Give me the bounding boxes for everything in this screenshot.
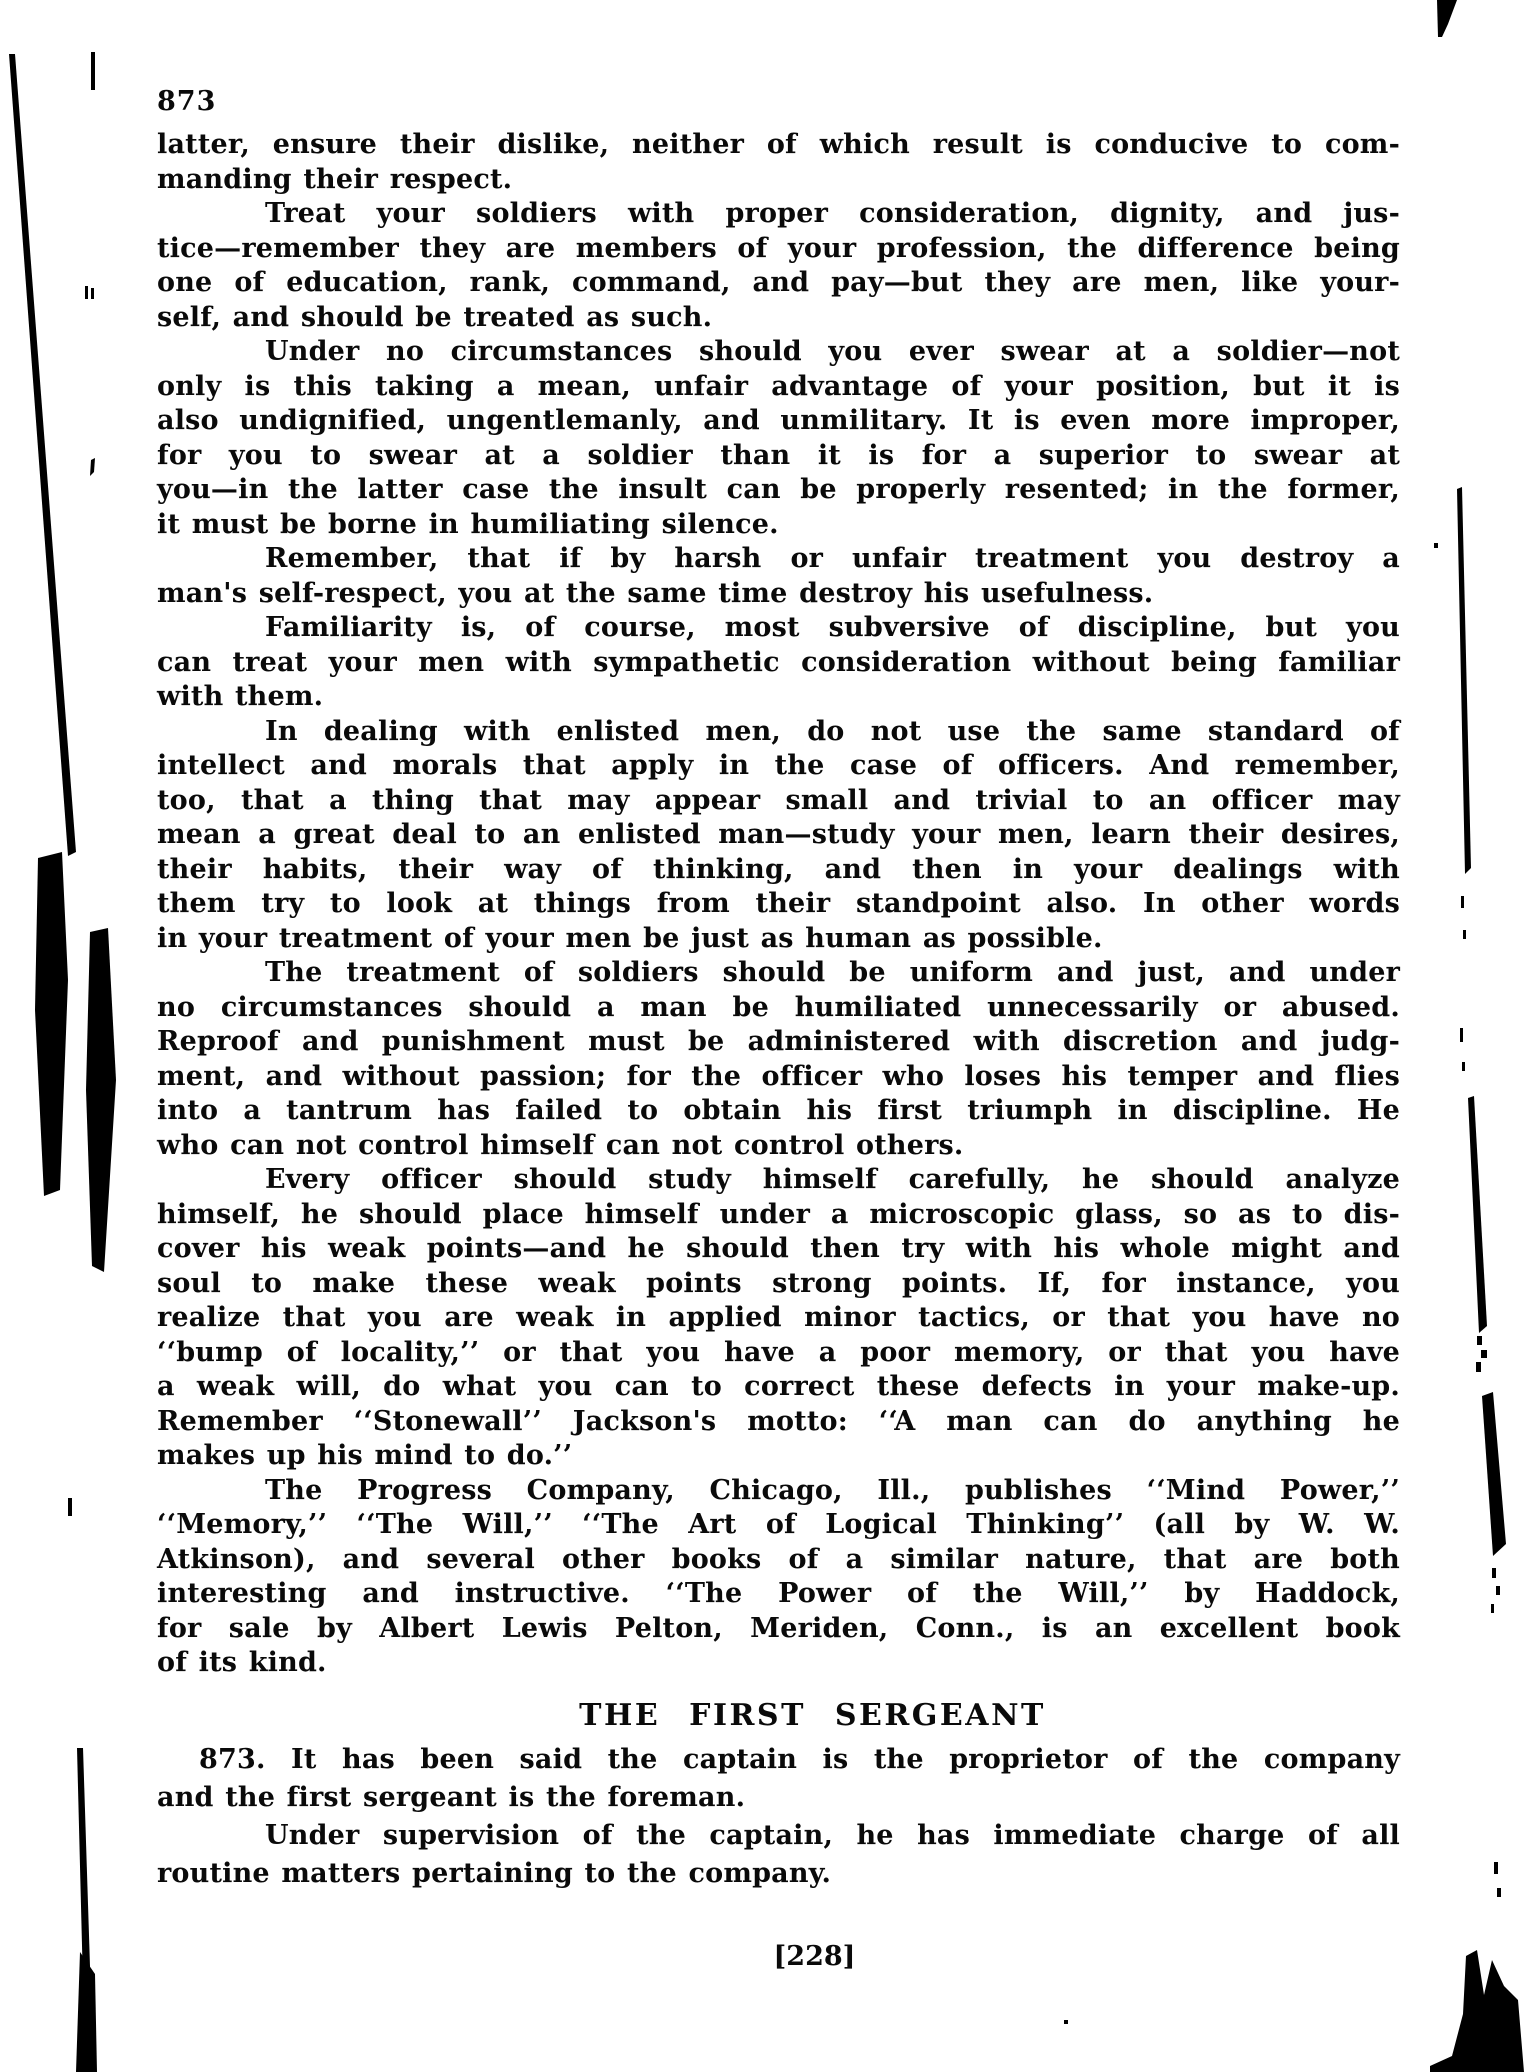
ink-dash-r8: [1494, 1862, 1498, 1874]
text-line: mean a great deal to an enlisted man—study your men, learn their desires,: [157, 819, 1400, 850]
text-line: interesting and instructive. ‘‘The Power of the Will,’’ by Haddock,: [157, 1578, 1400, 1609]
page-number: 873: [157, 86, 217, 117]
text-column: [157, 128, 1400, 1973]
scan-line-right-1: [1457, 487, 1471, 874]
text-line: makes up his mind to do.’’: [157, 1440, 573, 1471]
text-line: intellect and morals that apply in the case of officers. And remember,: [157, 750, 1400, 781]
text-line: too, that a thing that may appear small and trivial to an officer may: [157, 784, 1400, 816]
text-line: in your treatment of your men be just as human as possible.: [157, 922, 1103, 954]
text-line: Remember ‘‘Stonewall’’ Jackson's motto: ‘‘A man can do anything he: [157, 1405, 1400, 1437]
ink-dash-r6: [1496, 1586, 1500, 1595]
text-line: of its kind.: [157, 1647, 327, 1678]
text-line: also undignified, ungentlemanly, and unmilitary. It is even more improper,: [157, 405, 1400, 436]
text-line: soul to make these weak points strong points. If, for instance, you: [157, 1267, 1400, 1299]
text-line: In dealing with enlisted men, do not use the same standard of: [265, 715, 1400, 747]
text-line: into a tantrum has failed to obtain his first triumph in discipline. He: [157, 1095, 1400, 1126]
ink-dash-r1: [1461, 896, 1464, 908]
text-line: it must be borne in humiliating silence.: [157, 508, 779, 540]
ink-blob-bottom-right: [1430, 1950, 1524, 2072]
ink-wedge-top-right: [1437, 0, 1457, 37]
section-heading: THE FIRST SERGEANT: [579, 1697, 1046, 1733]
text-line: Reproof and punishment must be administered with discretion and judg-: [157, 1026, 1400, 1057]
text-line: only is this taking a mean, unfair advantage of your position, but it is: [157, 370, 1400, 402]
text-line: The treatment of soldiers should be uniform and just, and under: [265, 957, 1400, 988]
text-line: no circumstances should a man be humiliated unnecessarily or abused.: [157, 991, 1400, 1023]
ink-tick-2: [85, 286, 88, 299]
text-line: routine matters pertaining to the company.: [157, 1857, 832, 1889]
ink-dash-r4: [1462, 1062, 1465, 1071]
text-line: a weak will, do what you can to correct these defects in your make-up.: [157, 1371, 1400, 1402]
text-line: them try to look at things from their standpoint also. In other words: [157, 888, 1400, 919]
text-line: latter, ensure their dislike, neither of which result is conducive to com-: [157, 129, 1400, 160]
ink-tick-3: [91, 288, 94, 299]
text-line: for you to swear at a soldier than it is for a superior to swear at: [157, 439, 1400, 471]
ink-dash-r3: [1460, 1028, 1463, 1042]
text-line: man's self-respect, you at the same time destroy his usefulness.: [157, 577, 1154, 609]
text-line: and the first sergeant is the foreman.: [157, 1781, 746, 1813]
text-line: one of education, rank, command, and pay—but they are men, like your-: [157, 267, 1400, 298]
text-line: their habits, their way of thinking, and then in your dealings with: [157, 853, 1400, 885]
scan-line-bottom-left: [77, 1748, 93, 2064]
text-line: self, and should be treated as such.: [157, 301, 713, 333]
text-line: Treat your soldiers with proper consideration, dignity, and jus-: [265, 198, 1400, 229]
ink-dash-r2: [1463, 930, 1466, 939]
ink-dash-r9: [1497, 1888, 1501, 1897]
text-line: with them.: [157, 681, 324, 712]
ink-squiggle-2: [1481, 1350, 1487, 1358]
ink-squiggle-3: [1476, 1362, 1481, 1372]
scan-line-right-3: [1482, 1392, 1506, 1556]
text-line: Under supervision of the captain, he has immediate charge of all: [265, 1819, 1400, 1851]
text-line: ‘‘Memory,’’ ‘‘The Will,’’ ‘‘The Art of Logical Thinking’’ (all by W. W.: [157, 1509, 1400, 1540]
text-line: Familiarity is, of course, most subversive of discipline, but you: [265, 612, 1400, 643]
scan-line-right-2: [1468, 1096, 1487, 1333]
text-line: Under no circumstances should you ever swear at a soldier—not: [265, 336, 1400, 367]
sergeant-paragraph: [157, 1741, 1400, 1893]
text-line: himself, he should place himself under a microscopic glass, so as to dis-: [157, 1198, 1400, 1230]
text-line: 873. It has been said the captain is the proprietor of the company: [199, 1743, 1400, 1775]
text-line: realize that you are weak in applied minor tactics, or that you have no: [157, 1302, 1400, 1333]
text-line: The Progress Company, Chicago, Ill., publishes ‘‘Mind Power,’’: [265, 1474, 1400, 1506]
ink-dot-1: [1434, 543, 1438, 548]
text-line: Atkinson), and several other books of a similar nature, that are both: [157, 1543, 1400, 1575]
text-line: you—in the latter case the insult can be properly resented; in the former,: [157, 474, 1400, 505]
ink-dot-2: [1064, 2020, 1068, 2024]
footer-page-number: [228]: [773, 1940, 856, 1972]
text-line: ‘‘bump of locality,’’ or that you have a poor memory, or that you have: [157, 1336, 1400, 1368]
text-line: ment, and without passion; for the officer who loses his temper and flies: [157, 1060, 1400, 1092]
text-line: for sale by Albert Lewis Pelton, Meriden, Conn., is an excellent book: [157, 1612, 1400, 1644]
ink-dash-r5: [1492, 1568, 1496, 1578]
text-line: manding their respect.: [157, 163, 513, 195]
text-line: Every officer should study himself carefully, he should analyze: [265, 1164, 1400, 1195]
text-line: can treat your men with sympathetic consideration without being familiar: [157, 646, 1400, 678]
ink-blob-bottom-left: [76, 1952, 97, 2072]
text-line: Remember, that if by harsh or unfair treatment you destroy a: [265, 543, 1400, 574]
text-line: cover his weak points—and he should then try with his whole might and: [157, 1233, 1400, 1264]
body-text: [157, 128, 1400, 1681]
text-line: who can not control himself can not control others.: [157, 1129, 964, 1161]
ink-squiggle-1: [1477, 1336, 1482, 1345]
ink-dash-r7: [1491, 1604, 1494, 1613]
scan-streak-left-2: [86, 928, 116, 1272]
scan-line-left: [9, 54, 76, 856]
ink-tick-1: [91, 52, 95, 90]
ink-tick-4: [90, 458, 95, 476]
scan-streak-left-1: [35, 852, 68, 1196]
ink-tick-5: [68, 1498, 72, 1516]
text-line: tice—remember they are members of your profession, the difference being: [157, 232, 1400, 264]
